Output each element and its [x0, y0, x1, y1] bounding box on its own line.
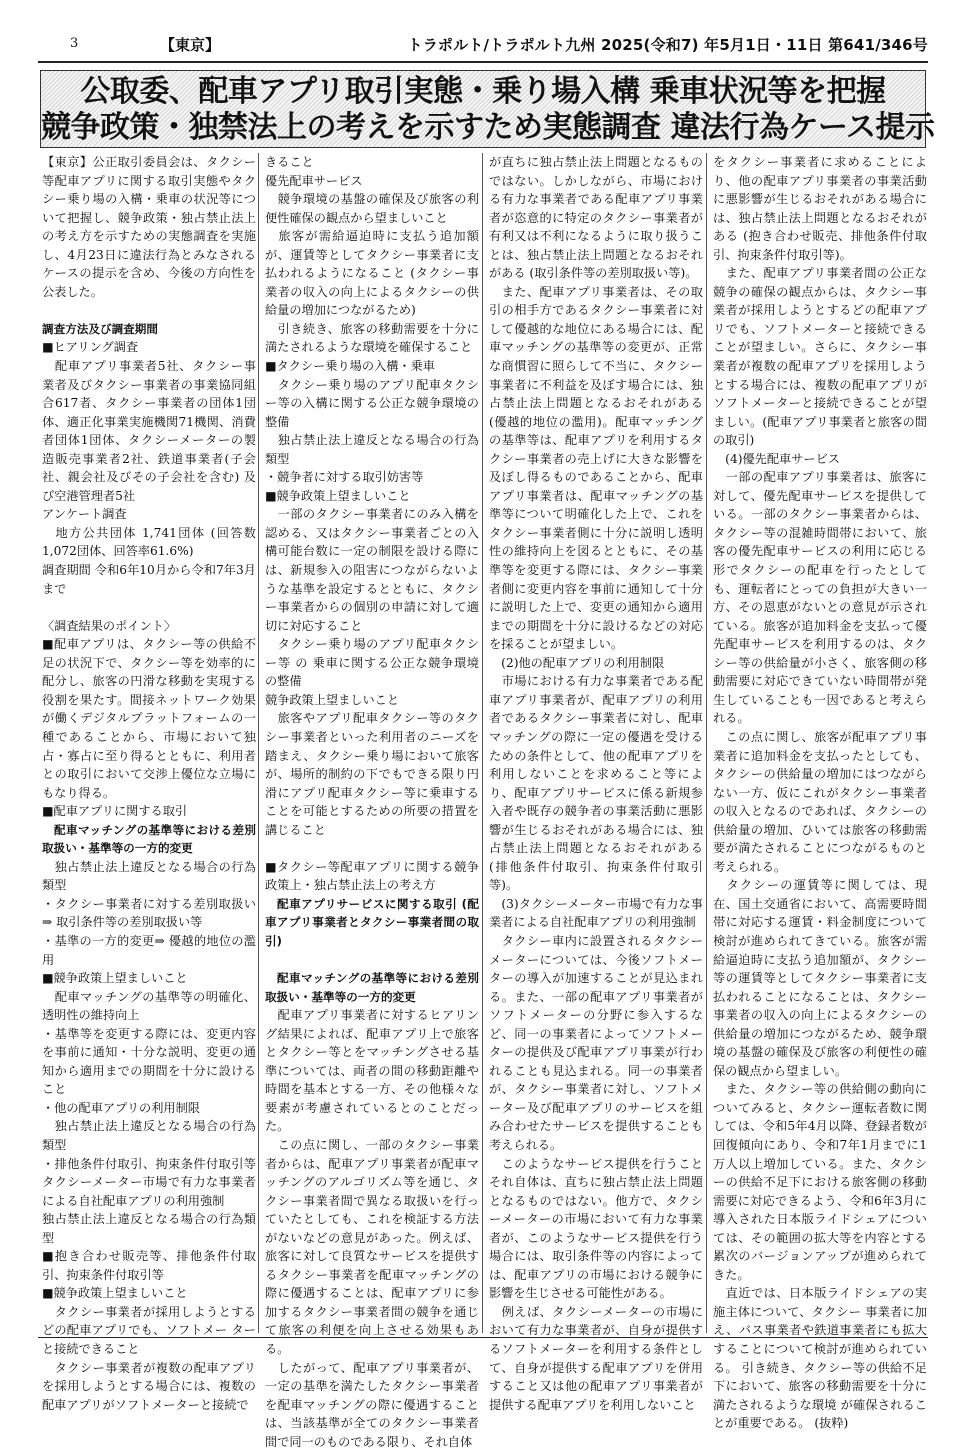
article-paragraph: をタクシー事業者に求めることにより、他の配車アプリ事業者の事業活動に悪影響が生じるおそれがある場合には、独占禁止法上問題となるおそれがある (抱き合わせ販売、排他条件付取引、拘束条件付取引等)。: [713, 155, 927, 262]
article-paragraph: 配車アプリ事業者に対するヒアリング結果によれば、配車アプリ上で旅客とタクシー等とをマッチングさせる基準については、両者の間の移動距離や時間を基本とする一方、その他様々な要素が考慮されているとのことだった。: [265, 1008, 479, 1134]
article-paragraph: 配車アプリ事業者5社、タクシー事業者及びタクシー事業者の事業協同組合617者、タクシー事業者の団体1団体、適正化事業実施機関71機関、消費者団体1団体、タクシーメーターの製造販売事業者2社、鉄道事業者(子会社、親会社及びその子会社を含む) 及び空港管理者5社: [42, 359, 256, 503]
article-paragraph: ■タクシー乗り場の入構・乗車: [265, 359, 435, 374]
article-paragraph: 独占禁止法上違反となる場合の行為類型: [265, 433, 479, 466]
article-paragraph: 調査方法及び調査期間: [42, 321, 158, 336]
article-paragraph: (3)タクシーメーター市場で有力な事業者による自社配車アプリの利用強制: [489, 896, 703, 930]
article-paragraph: (4)優先配車サービス: [713, 451, 840, 466]
article-paragraph: 独占禁止法上違反となる場合の行為類型: [42, 1212, 256, 1245]
article-paragraph: 地方公共団体 1,741団体 (回答数1,072団体、回答率61.6%): [42, 525, 256, 559]
article-paragraph: ■抱き合わせ販売等、排他条件付取引、拘束条件付取引等: [42, 1249, 256, 1282]
article-paragraph: タクシー事業者が複数の配車アプリを採用しようとする場合には、複数の配車アプリがソフトメーターと接続で: [42, 1360, 256, 1412]
article-paragraph: タクシー乗り場のアプリ配車タクシー等の入構に関する公正な競争環境の整備: [265, 377, 479, 429]
article-paragraph: 配車マッチングの基準等における差別取扱い・基準等の一方的変更: [265, 971, 479, 1004]
article-paragraph: このようなサービス提供を行うことそれ自体は、直ちに独占禁止法上問題となるものではない。他方で、タクシーメーターの市場において有力な事業者が、このようなサービス提供を行う場合には、取引条件等の内容によっては、配車アプリの市場における競争に影響を生じさせる可能性がある。: [489, 1156, 703, 1301]
article-paragraph: 旅客やアプリ配車タクシー等のタクシー事業者といった利用者のニーズを踏まえ、タクシー乗り場において旅客が、場所的制約の下でもできる限り円滑にアプリ配車タクシー等に乗車することを可能とするための所要の措置を講じること: [265, 711, 479, 837]
article-paragraph: 〈調査結果のポイント〉: [42, 618, 177, 633]
article-paragraph: ■ヒアリング調査: [42, 340, 139, 355]
article-paragraph: また、配車アプリ事業者は、その取引の相手方であるタクシー事業者に対して優越的な地位にある場合には、配車マッチングの基準等の変更が、正常な商慣習に照らして不当に、タクシー事業者に不利益を及ぼす場合には、独占禁止法上問題となるおそれがある (優越的地位の濫用)。配車マッチングの基準等は、配車アプリを利用するタクシー事業者の売上げに大きな影響を及ぼし得るものであることから、配車アプリ事業者は、配車マッチングの基準等について明確化した上で、これをタクシー事業者側に十分に説明し透明性の維持向上を図るとともに、その基準等を変更する際には、タクシー事業者側に変更内容を事前に通知して十分に説明した上で、変更の通知から適用までの期間を十分に設けるなどの対応を採ることが望ましい。: [489, 284, 703, 652]
article-paragraph: タクシー乗り場のアプリ配車タクシー等 の 乗車に関する公正な競争環境の整備: [265, 637, 479, 689]
article-paragraph: また、配車アプリ事業者間の公正な競争の確保の観点からは、タクシー事業者が採用しようとするどの配車アプリでも、ソフトメーターと接続できることが望ましい。さらに、タクシー事業者が複数の配車アプリを採用しようとする場合には、複数の配車アプリがソフトメーターと接続できることが望ましい。(配車アプリ事業者と旅客の間の取引): [713, 266, 927, 448]
article-paragraph: ■競争政策上望ましいこと: [265, 488, 411, 503]
article-column-1: [42, 153, 256, 1414]
article-paragraph: 【東京】公正取引委員会は、タクシー等配車アプリに関する取引実態やタクシー乗り場の入構・乗車の状況等について把握し、競争政策・独占禁止法上の考え方を示すための実態調査を実施し、4月23日に違法行為とみなされるケースの提示を含め、今後の方向性を公表した。: [42, 155, 256, 299]
article-paragraph: 一部のタクシー事業者にのみ入構を認める、又はタクシー事業者ごとの入構可能台数に一定の制限を設ける際には、新規参入の阻害につながらないような基準を設定するとともに、タクシー事業者からの個別の申請に対して適切に対応すること: [265, 507, 479, 633]
article-paragraph: [265, 951, 479, 970]
article-column-2: [265, 153, 479, 1451]
article-paragraph: この点に関し、旅客が配車アプリ事業者に追加料金を支払ったとしても、タクシーの供給量の増加にはつながらない一方、仮にこれがタクシー事業者の収入となるのであれば、タクシーの供給量の増加、ひいては旅客の移動需要が満たされることにつながるものと考えられる。: [713, 729, 927, 874]
article-paragraph: 市場における有力な事業者である配車アプリ事業者が、配車アプリの利用者であるタクシー事業者に対し、配車マッチングの際に一定の優遇を受けるための条件として、他の配車アプリを利用しないことを求めること等により、配車アプリサービスに係る新規参入者や既存の競争者の事業活動に悪影響が生じるおそれがある場合には、独占禁止法上問題となるおそれがある (排他条件付取引、拘束条件付取引等)。: [489, 674, 703, 893]
article-paragraph: タクシー事業者が採用しようとするどの配車アプリでも、ソフトメー ターと接続できること: [42, 1304, 256, 1356]
article-paragraph: ・基準等を変更する際には、変更内容を事前に通知・十分な説明、変更の通知から適用までの期間を十分に設けること: [42, 1026, 256, 1097]
article-paragraph: 配車アプリサービスに関する取引 (配車アプリ事業者とタクシー事業者間の取引): [265, 896, 479, 948]
article-paragraph: ■競争政策上望ましいこと: [42, 1286, 188, 1301]
article-paragraph: 独占禁止法上違反となる場合の行為類型: [42, 1119, 256, 1152]
article-paragraph: ・他の配車アプリの利用制限: [42, 1100, 200, 1115]
article-paragraph: 直近では、日本版ライドシェアの実施主体について、タクシー 事業者に加え、バス事業者や鉄道事業者にも拡大することについて検討が進められている。 引き続き、タクシー等の供給不足下において、旅客の移動需要を十分に満たされるような環境 が確保されることが重要である。 (抜粋): [713, 1286, 927, 1431]
article-paragraph: ■配車アプリは、タクシー等の供給不足の状況下で、タクシー等を効率的に配分し、旅客の円滑な移動を実現する役割を果たす。間接ネットワーク効果が働くデジタルプラットフォームの一種であることから、市場において独占・寡占に至り得るとともに、利用者との取引において交渉上優位な立場にもなり得る。: [42, 637, 256, 800]
article-paragraph: ・タクシー事業者に対する差別取扱い ⇒ 取引条件等の差別取扱い等: [42, 896, 256, 930]
headline-box: [40, 70, 935, 148]
article-paragraph: [265, 839, 479, 858]
column-divider: [482, 153, 483, 1333]
article-paragraph: また、タクシー等の供給側の動向についてみると、タクシー運転者数に関しては、令和5年4月以降、登録者数が回復傾向にあり、令和7年1月までに1万人以上増加している。また、タクシーの供給不足下における旅客側の移動需要に対応できるよう、令和6年3月に導入された日本版ライドシェアについては、その範囲の拡大等を内容とする累次のバージョンアップが進められてきた。: [713, 1082, 927, 1282]
article-paragraph: 独占禁止法上違反となる場合の行為類型: [42, 859, 256, 893]
article-paragraph: アンケート調査: [42, 507, 127, 522]
article-paragraph: 配車マッチングの基準等の明確化、透明性の維持向上: [42, 989, 256, 1023]
article-paragraph: きること: [265, 155, 314, 169]
article-paragraph: したがって、配車アプリ事業者が、一定の基準を満たしたタクシー事業者を配車マッチングの際に優遇することは、当該基準が全てのタクシー事業者間で同一のものである限り、それ自体: [265, 1360, 479, 1449]
article-paragraph: ・排他条件付取引、拘束条件付取引等 タクシーメーター市場で有力な事業者による自社配車アプリの利用強制: [42, 1156, 256, 1208]
article-paragraph: 競争環境の基盤の確保及び旅客の利便性確保の観点から望ましいこと: [265, 192, 479, 225]
region-label: 【東京】: [160, 36, 221, 54]
article-paragraph: ■競争政策上望ましいこと: [42, 971, 188, 986]
page-header: [38, 34, 928, 56]
article-paragraph: タクシー車内に設置されるタクシーメーターについては、今後ソフトメーターの導入が加速することが見込まれる。また、一部の配車アプリ事業者がソフトメーターの分野に参入するなど、同一の事業者によってソフトメーターの提供及び配車アプリ事業が行われることも見込まれる。同一の事業者が、タクシー事業者に対し、ソフトメーター及び配車アプリのサービスを組み合わせたサービスを提供することも考えられる。: [489, 933, 703, 1152]
article-paragraph: ・基準の一方的変更⇒ 優越的地位の濫用: [42, 933, 256, 967]
article-paragraph: タクシーの運賃等に関しては、現在、国土交通省において、高需要時間帯に対応する運賃・料金制度について検討が進められてきている。旅客が需給逼迫時に支払う追加額が、タクシー等の運賃等としてタクシー事業者に支払われることになることは、タクシー事業者の収入の向上によるタクシーの供給量の増加につながるため、競争環境の基盤の確保及び旅客の利便性の確保の観点から望ましい。: [713, 878, 927, 1078]
article-paragraph: 一部の配車アプリ事業者は、旅客に対して、優先配車サービスを提供している。一部のタクシー事業者からは、タクシー等の混雑時間帯において、旅客の優先配車サービスの利用に応じる形でタクシーの配車を行ったとしても、運転者にとっての負担が大きい一方、その恩恵がないとの意見が示されている。旅客が追加料金を支払って優先配車サービスを利用するのは、タクシー等の供給量が小さく、旅客側の移動需要に対応できていない時間帯が発生していることも一因であると考えられる。: [713, 470, 927, 726]
footer-rule: [38, 1337, 928, 1338]
header-rule: [38, 61, 928, 63]
page-number: 3: [70, 36, 79, 51]
headline-line-2: 競争政策・独禁法上の考えを示すため実態調査 違法行為ケース提示: [41, 110, 935, 145]
article-paragraph: 例えば、タクシーメーターの市場において有力な事業者が、自身が提供するソフトメーターを利用する条件として、自身が提供する配車アプリを併用すること又は他の配車アプリ事業者が提供する配車アプリを利用しないこと: [489, 1304, 703, 1412]
article-paragraph: 配車マッチングの基準等における差別取扱い・基準等の一方的変更: [42, 822, 256, 856]
article-paragraph: 調査期間 令和6年10月から令和7年3月まで: [42, 563, 256, 596]
column-divider: [258, 153, 259, 1333]
masthead: トラポルト/トラポルト九州 2025(令和7) 年5月1日・11日 第641/346号: [407, 36, 928, 54]
article-paragraph: [42, 598, 256, 617]
article-paragraph: この点に関し、一部のタクシー事業者からは、配車アプリ事業者が配車マッチングのアルゴリズム等を通じ、タクシー事業者間で異なる取扱いを行っていたとしても、これを検証する方法がないなどの意見があった。例えば、旅客に対して良質なサービスを提供するタクシー事業者を配車マッチングの際に優遇することは、配車アプリに参加するタクシー事業者間の競争を通じて旅客の利便を向上させる効果もある。: [265, 1137, 479, 1356]
headline-line-1: 公取委、配車アプリ取引実態・乗り場入構 乗車状況等を把握: [80, 74, 886, 109]
article-column-4: [713, 153, 927, 1433]
article-paragraph: [42, 301, 256, 320]
article-paragraph: 引き続き、旅客の移動需要を十分に満たされるような環境を確保すること: [265, 321, 479, 355]
article-column-3: [489, 153, 703, 1414]
article-paragraph: 競争政策上望ましいこと: [265, 692, 400, 707]
column-divider: [706, 153, 707, 1333]
article-paragraph: ■配車アプリに関する取引: [42, 804, 188, 819]
article-paragraph: 優先配車サービス: [265, 173, 363, 188]
article-paragraph: ■タクシー等配車アプリに関する競争政策上・独占禁止法上の考え方: [265, 859, 479, 893]
article-paragraph: が直ちに独占禁止法上問題となるものではない。しかしながら、市場における有力な事業者である配車アプリ事業者が恣意的に特定のタクシー事業者が有利又は不利になるように取り扱うことは、独占禁止法上問題となるおそれがある (取引条件等の差別取扱い等)。: [489, 155, 703, 281]
article-paragraph: 旅客が需給逼迫時に支払う追加額が、運賃等としてタクシー事業者に支払われるようになること (タクシー事業者の収入の向上によるタクシーの供給量の増加につながるため): [265, 229, 479, 318]
article-paragraph: (2)他の配車アプリの利用制限: [489, 655, 665, 670]
article-paragraph: ・競争者に対する取引妨害等: [265, 470, 424, 485]
